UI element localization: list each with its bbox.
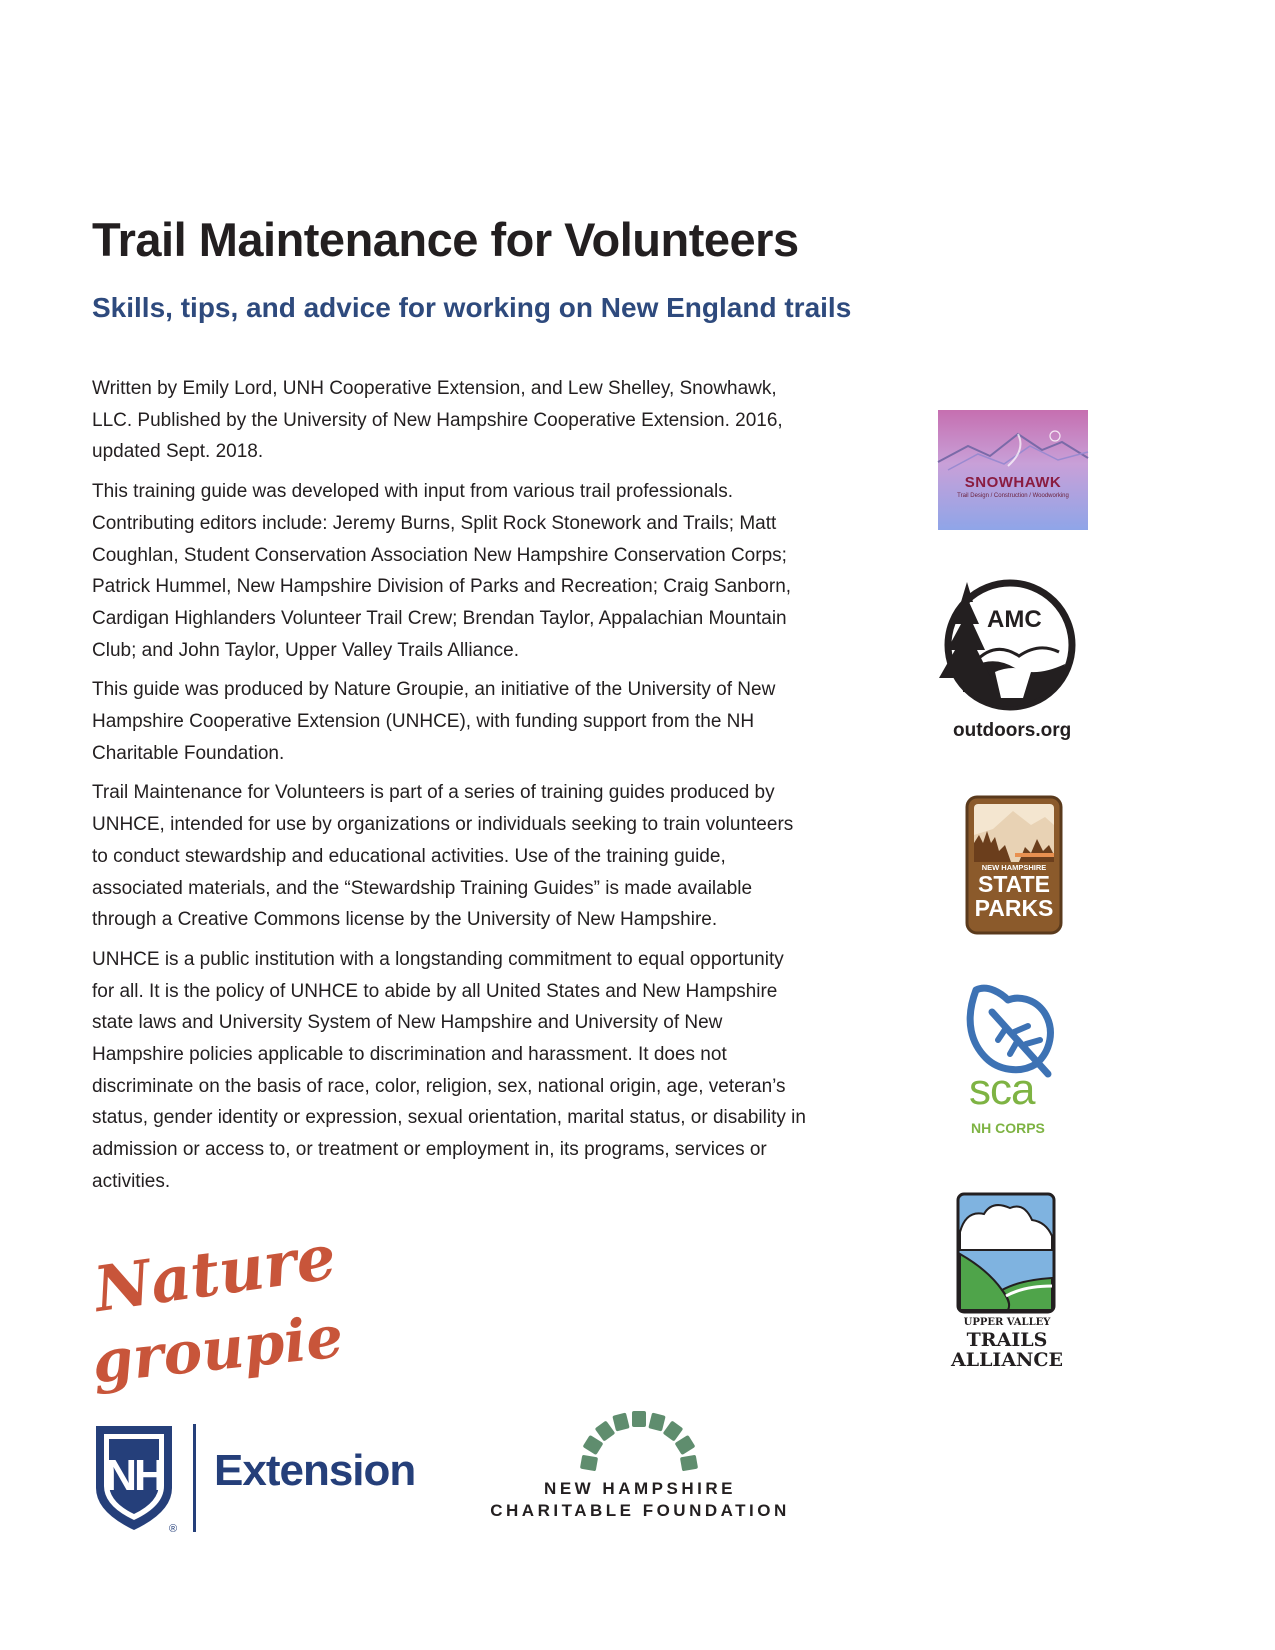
uvta-line1: TRAILS	[966, 1329, 1048, 1351]
snowhawk-mountains-icon	[938, 410, 1088, 530]
snowhawk-tagline: Trail Design / Construction / Woodworking	[957, 493, 1069, 499]
document-subtitle: Skills, tips, and advice for working on New England trails	[92, 292, 852, 323]
svg-text:groupie: groupie	[88, 1302, 347, 1397]
amc-site: outdoors.org	[953, 720, 1072, 741]
state-parks-line2: PARKS	[974, 895, 1054, 921]
unh-extension-word: Extension	[214, 1446, 416, 1495]
sca-wordmark: sca	[969, 1065, 1035, 1114]
svg-text:Nature: Nature	[89, 1220, 341, 1327]
sca-nh-corps-logo	[958, 982, 1068, 1142]
amc-logo	[935, 580, 1085, 745]
contributors-paragraph: This training guide was developed with input from various trail professionals. Contributing editors include: Jeremy Burns, Split Rock Stonework and Trails; Matt Coughlan, Student Conservation Association New Hampshire Conservation Corps; Patrick Hummel, New Hampshire Division of Parks and Recreation; Craig Sanborn, Cardigan Highlanders Volunteer Trail Crew; Brendan Taylor, Appalachian Mountain Club; and John Taylor, Upper Valley Trails Alliance.	[92, 481, 792, 661]
uvta-landscape-icon	[940, 1192, 1074, 1316]
series-paragraph: Trail Maintenance for Volunteers is part of a series of training guides produced by UNHCE, intended for use by organizations or individuals seeking to train volunteers to conduct stewardship and educational activities. Use of the training guide, associated materials, and the “Stewardship Training Guides” is made available through a Creative Commons license by the University of New Hampshire.	[92, 782, 794, 931]
document-title: Trail Maintenance for Volunteers	[92, 213, 799, 266]
uvta-region: UPPER VALLEY	[963, 1317, 1051, 1328]
svg-text:NH: NH	[105, 1451, 163, 1500]
svg-text:®: ®	[169, 1523, 178, 1535]
nhcf-line1: NEW HAMPSHIRE	[544, 1479, 736, 1498]
nature-groupie-logo	[88, 1220, 347, 1397]
production-paragraph: This guide was produced by Nature Groupie, an initiative of the University of New Hampshire Cooperative Extension (UNHCE), with funding support from the NH Charitable Foundation.	[92, 679, 776, 764]
nh-state-parks-logo	[965, 795, 1063, 935]
nhcf-line2: CHARITABLE FOUNDATION	[490, 1501, 790, 1520]
body-text	[92, 373, 807, 1206]
snowhawk-name: SNOWHAWK	[964, 474, 1062, 491]
unh-shield-icon	[94, 1422, 204, 1534]
authors-paragraph: Written by Emily Lord, UNH Cooperative Extension, and Lew Shelley, Snowhawk, LLC. Published by the University of New Hampshire Cooperative Extension. 2016, updated Sept. 2018.	[92, 378, 783, 463]
sca-subtitle: NH CORPS	[971, 1120, 1045, 1136]
state-parks-line1: STATE	[978, 871, 1050, 897]
nhcf-arch-icon	[470, 1405, 810, 1475]
equal-opportunity-paragraph: UNHCE is a public institution with a longstanding commitment to equal opportunity for all. It is the policy of UNHCE to abide by all United States and New Hampshire state laws and University System of New Hampshire and University of New Hampshire policies applicable to discrimination and harassment. It does not discriminate on the basis of race, color, religion, sex, national origin, age, veteran’s status, gender identity or expression, sexual orientation, marital status, or disability in admission or access to, or treatment or employment in, its programs, services or activities.	[92, 948, 806, 1192]
nature-groupie-wordmark-icon	[88, 1220, 347, 1397]
nhcf-logo	[470, 1405, 810, 1525]
amc-name: AMC	[987, 606, 1042, 633]
pine-tree-icon	[935, 580, 995, 700]
unh-extension-logo	[94, 1422, 416, 1535]
uvta-line2: ALLIANCE	[950, 1349, 1064, 1371]
state-parks-state: NEW HAMPSHIRE	[981, 863, 1047, 872]
uvta-logo	[940, 1192, 1080, 1372]
snowhawk-logo	[938, 410, 1088, 530]
